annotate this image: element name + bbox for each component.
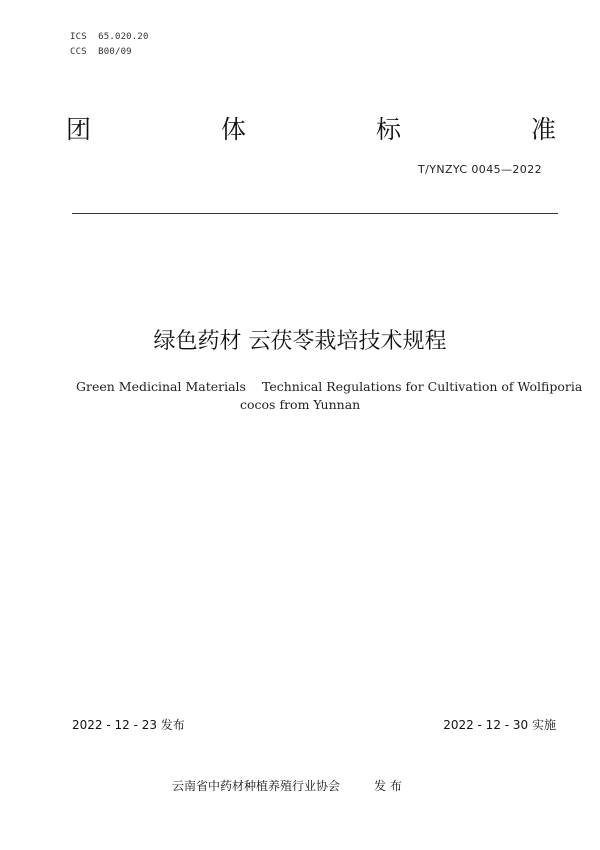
classification-codes [70,30,149,60]
standard-type-char: 准 [530,115,556,144]
publisher [172,777,402,794]
ccs-code: CCS B00/09 [70,47,132,57]
title-english-part3: cocos from Yunnan [240,397,361,412]
publish-date: 2022 - 12 - 23 发布 [72,718,185,732]
ics-code: ICS 65.020.20 [70,32,149,42]
standard-number: T/YNZYC 0045—2022 [418,163,542,176]
publisher-action: 发 布 [374,779,402,793]
header-divider [72,213,558,214]
standard-type-char: 团 [66,115,92,144]
standard-type-char: 体 [220,115,246,144]
standard-type-char: 标 [375,115,401,144]
title-chinese: 绿色药材 云茯苓栽培技术规程 [153,329,447,354]
publisher-name: 云南省中药材种植养殖行业协会 [172,779,341,793]
title-english-part1: Green Medicinal Materials [76,379,246,394]
title-english-part2: Technical Regulations for Cultivation of Wolfiporia [261,379,583,394]
standard-type-heading [66,112,556,148]
implement-date: 2022 - 12 - 30 实施 [443,718,556,732]
title-english [76,378,583,414]
